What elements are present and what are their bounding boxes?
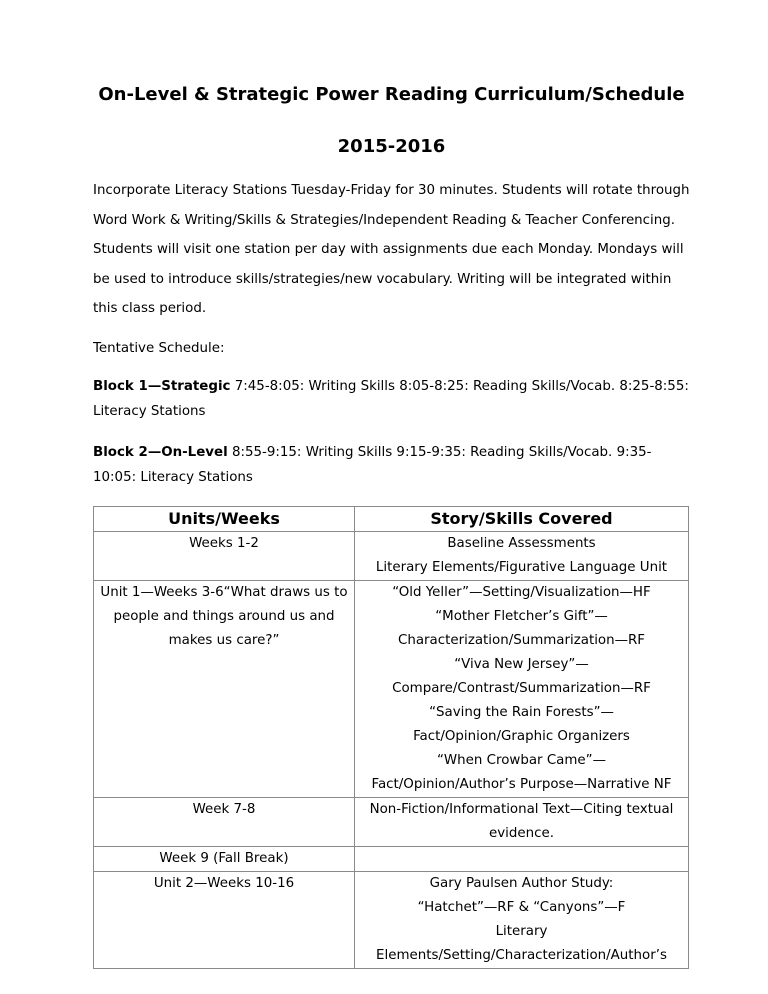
table-row (94, 531, 689, 580)
skill-line: “When Crowbar Came”— (437, 752, 606, 768)
skill-line: Gary Paulsen Author Study: (429, 875, 614, 891)
skill-line: “Hatchet”—RF & “Canyons”—F (417, 899, 626, 915)
block-1-label: Block 1—Strategic (93, 378, 231, 394)
skill-line: Literary Elements/Figurative Language Unit (375, 559, 668, 575)
block-1-schedule (93, 374, 690, 424)
table-row (94, 871, 689, 968)
block-2-text: 8:55-9:15: Writing Skills 9:15-9:35: Reading Skills/Vocab. 9:35-10:05: Literacy Stations (93, 444, 652, 485)
curriculum-table (93, 506, 689, 969)
skill-line: Characterization/Summarization—RF (397, 632, 645, 648)
unit-weeks-cell: Week 7-8 (94, 797, 355, 846)
skills-cell (355, 797, 689, 846)
skill-line: “Mother Fletcher’s Gift”— (435, 608, 608, 624)
block-1-text: 7:45-8:05: Writing Skills 8:05-8:25: Reading Skills/Vocab. 8:25-8:55: Literacy Stations (93, 378, 689, 419)
header-units-weeks: Units/Weeks (94, 506, 355, 531)
school-year: 2015-2016 (337, 136, 446, 157)
header-story-skills: Story/Skills Covered (355, 506, 689, 531)
table-row (94, 846, 689, 871)
intro-paragraph: Incorporate Literacy Stations Tuesday-Friday for 30 minutes. Students will rotate through Word Work & Writing/Skills & Strategies/Independent Reading & Teacher Conferencing. Students will visit one station per day with assignments due each Monday. Mondays will be used to introduce skills/strategies/new vocabulary. Writing will be integrated within this class period. (93, 183, 690, 317)
skills-cell (355, 580, 689, 797)
skill-line: Compare/Contrast/Summarization—RF (392, 680, 651, 696)
skill-line: Non-Fiction/Informational Text—Citing textual evidence. (369, 801, 674, 841)
skill-line: “Old Yeller”—Setting/Visualization—HF (392, 584, 651, 600)
skill-line: Fact/Opinion/Author’s Purpose—Narrative NF (371, 776, 672, 792)
table-row (94, 797, 689, 846)
unit-weeks-cell: Unit 2—Weeks 10-16 (94, 871, 355, 968)
unit-weeks-cell: Unit 1—Weeks 3-6“What draws us to people and things around us and makes us care?” (94, 580, 355, 797)
unit-weeks-cell: Weeks 1-2 (94, 531, 355, 580)
skill-line: “Viva New Jersey”— (454, 656, 589, 672)
table-header-row (94, 506, 689, 531)
skills-cell (355, 846, 689, 871)
skill-line: “Saving the Rain Forests”— (429, 704, 614, 720)
block-2-label: Block 2—On-Level (93, 444, 228, 460)
table-row (94, 580, 689, 797)
document-title: On-Level & Strategic Power Reading Curriculum/Schedule (98, 84, 685, 105)
skills-cell (355, 871, 689, 968)
block-2-schedule (93, 440, 690, 490)
skills-cell (355, 531, 689, 580)
skill-line: Baseline Assessments (447, 535, 596, 551)
skill-line: Literary Elements/Setting/Characterization/Author’s (376, 923, 667, 963)
skill-line: Fact/Opinion/Graphic Organizers (413, 728, 630, 744)
tentative-schedule-label: Tentative Schedule: (93, 340, 225, 356)
unit-weeks-cell: Week 9 (Fall Break) (94, 846, 355, 871)
